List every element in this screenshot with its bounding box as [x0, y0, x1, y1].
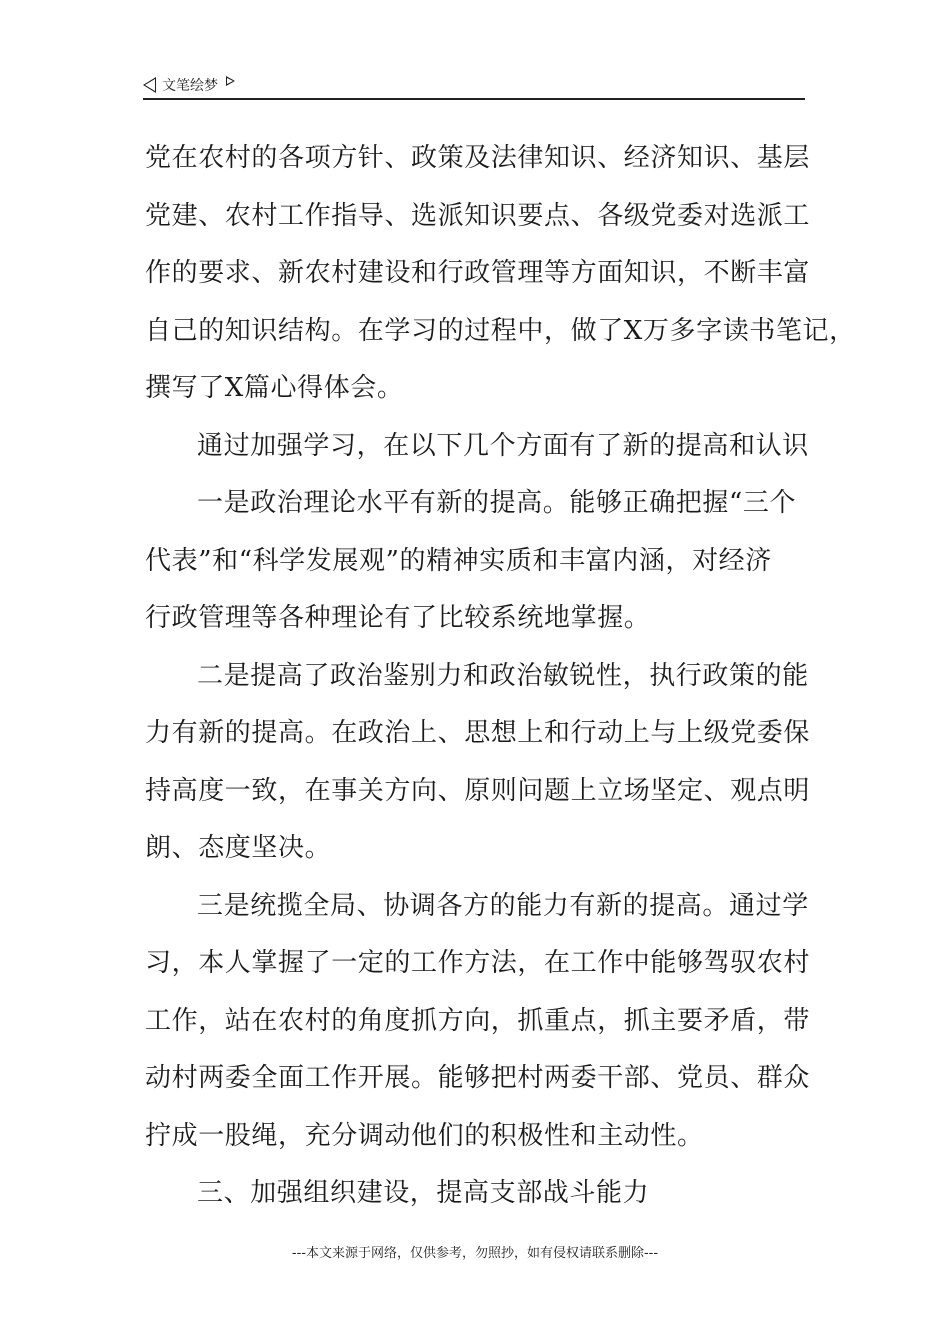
- text-line: 朗、态度坚决。: [145, 833, 332, 863]
- document-body: [145, 130, 856, 1223]
- paragraph-1: [145, 130, 856, 418]
- paragraph-5: [145, 878, 817, 1166]
- text-line: 作的要求、新农村建设和行政管理等方面知识，不断丰富: [145, 258, 811, 288]
- text-line: 力有新的提高。在政治上、思想上和行动上与上级党委保: [145, 718, 811, 748]
- text-line: 代表”和“科学发展观”的精神实质和丰富内涵，对经济: [145, 545, 772, 576]
- right-triangle-icon: [226, 76, 235, 86]
- section-heading: [145, 1165, 817, 1223]
- text-line: 自己的知识结构。在学习的过程中，做了X万多字读书笔记，: [145, 315, 856, 346]
- header-logo-text: 文笔绘梦: [162, 78, 218, 94]
- text-line: 拧成一股绳，充分调动他们的积极性和主动性。: [145, 1120, 704, 1151]
- text-line: 习，本人掌握了一定的工作方法，在工作中能够驾驭农村: [145, 948, 811, 978]
- text-line: 工作，站在农村的角度抓方向，抓重点，抓主要矛盾，带: [145, 1005, 811, 1036]
- text-line: 持高度一致，在事关方向、原则问题上立场坚定、观点明: [145, 775, 811, 806]
- text-line: 通过加强学习，在以下几个方面有了新的提高和认识: [197, 430, 809, 461]
- text-line: 三是统揽全局、协调各方的能力有新的提高。通过学: [197, 890, 809, 921]
- text-line: 三、加强组织建设，提高支部战斗能力: [197, 1178, 650, 1208]
- header-logo: [143, 74, 235, 96]
- page-header: [143, 74, 805, 100]
- paragraph-3: [145, 475, 817, 648]
- paragraph-4: [145, 648, 817, 878]
- text-line: 一是政治理论水平有新的提高。能够正确把握“三个: [197, 488, 797, 518]
- left-triangle-icon: [143, 77, 156, 93]
- text-line: 动村两委全面工作开展。能够把村两委干部、党员、群众: [145, 1063, 811, 1093]
- text-line: 行政管理等各种理论有了比较系统地掌握。: [145, 603, 651, 633]
- paragraph-2: [145, 418, 817, 476]
- text-line: 二是提高了政治鉴别力和政治敏锐性，执行政策的能: [197, 660, 809, 691]
- text-line: 党建、农村工作指导、选派知识要点、各级党委对选派工: [145, 200, 811, 231]
- text-line: 撰写了X篇心得体会。: [145, 373, 404, 403]
- text-line: 党在农村的各项方针、政策及法律知识、经济知识、基层: [145, 143, 811, 173]
- footer-disclaimer: ---本文来源于网络，仅供参考，勿照抄，如有侵权请联系删除---: [291, 1246, 659, 1261]
